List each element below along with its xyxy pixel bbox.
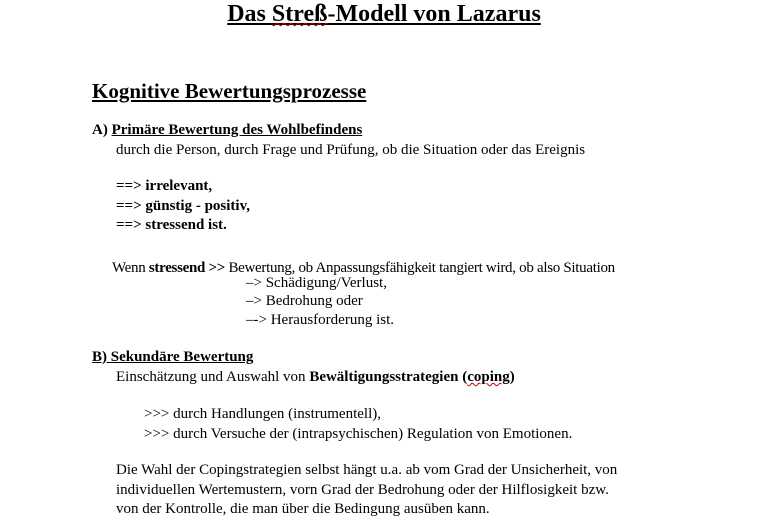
stressend-line xyxy=(112,261,615,276)
arrow-item-2: ==> günstig - positiv, xyxy=(116,198,251,214)
section-b-bold-end: ) xyxy=(509,369,515,385)
section-b-bold: Bewältigungsstrategien ( xyxy=(309,369,468,385)
title-part-2: -Modell von Lazarus xyxy=(327,1,541,27)
sub-item-3: –-> Herausforderung ist. xyxy=(246,312,395,328)
page-title xyxy=(0,2,768,26)
stressend-post: Bewertung, ob Anpassungsfähigkeit tangiert wird, ob also Situation xyxy=(225,260,615,276)
section-a-text: durch die Person, durch Frage und Prüfung, ob die Situation oder das Ereignis xyxy=(116,142,586,158)
section-b-text xyxy=(116,370,515,385)
paragraph-line-1: Die Wahl der Copingstrategien selbst hängt u.a. ab vom Grad der Unsicherheit, von xyxy=(116,462,618,478)
title-misspelled-word: Streß xyxy=(271,1,328,27)
stressend-bold: stressend >> xyxy=(148,260,226,276)
sub-item-2: –> Bedrohung oder xyxy=(246,293,363,309)
arrow-item-3: ==> stressend ist. xyxy=(116,217,227,233)
paragraph-line-2: individuellen Wertemustern, vorn Grad der Bedrohung oder der Hilflosigkeit bzw. xyxy=(116,482,609,498)
section-heading: Kognitive Bewertungsprozesse xyxy=(92,79,367,103)
coping-way-1: >>> durch Handlungen (instrumentell), xyxy=(144,406,381,422)
coping-misspelled-word: coping xyxy=(467,369,510,385)
section-a-title: Primäre Bewertung des Wohlbefindens xyxy=(111,122,363,138)
section-b-text-pre: Einschätzung und Auswahl von xyxy=(116,369,310,385)
arrow-item-1: ==> irrelevant, xyxy=(116,178,213,194)
sub-item-1: –> Schädigung/Verlust, xyxy=(246,275,387,291)
section-b-heading: B) Sekundäre Bewertung xyxy=(92,349,254,365)
section-a-prefix: A) xyxy=(92,122,112,138)
stressend-pre: Wenn xyxy=(112,260,149,276)
coping-way-2: >>> durch Versuche der (intrapsychischen) Regulation von Emotionen. xyxy=(144,426,573,442)
title-part-1: Das xyxy=(227,1,272,27)
section-a-heading xyxy=(92,123,362,138)
paragraph-line-3: von der Kontrolle, die man über die Bedingung ausüben kann. xyxy=(116,501,490,517)
